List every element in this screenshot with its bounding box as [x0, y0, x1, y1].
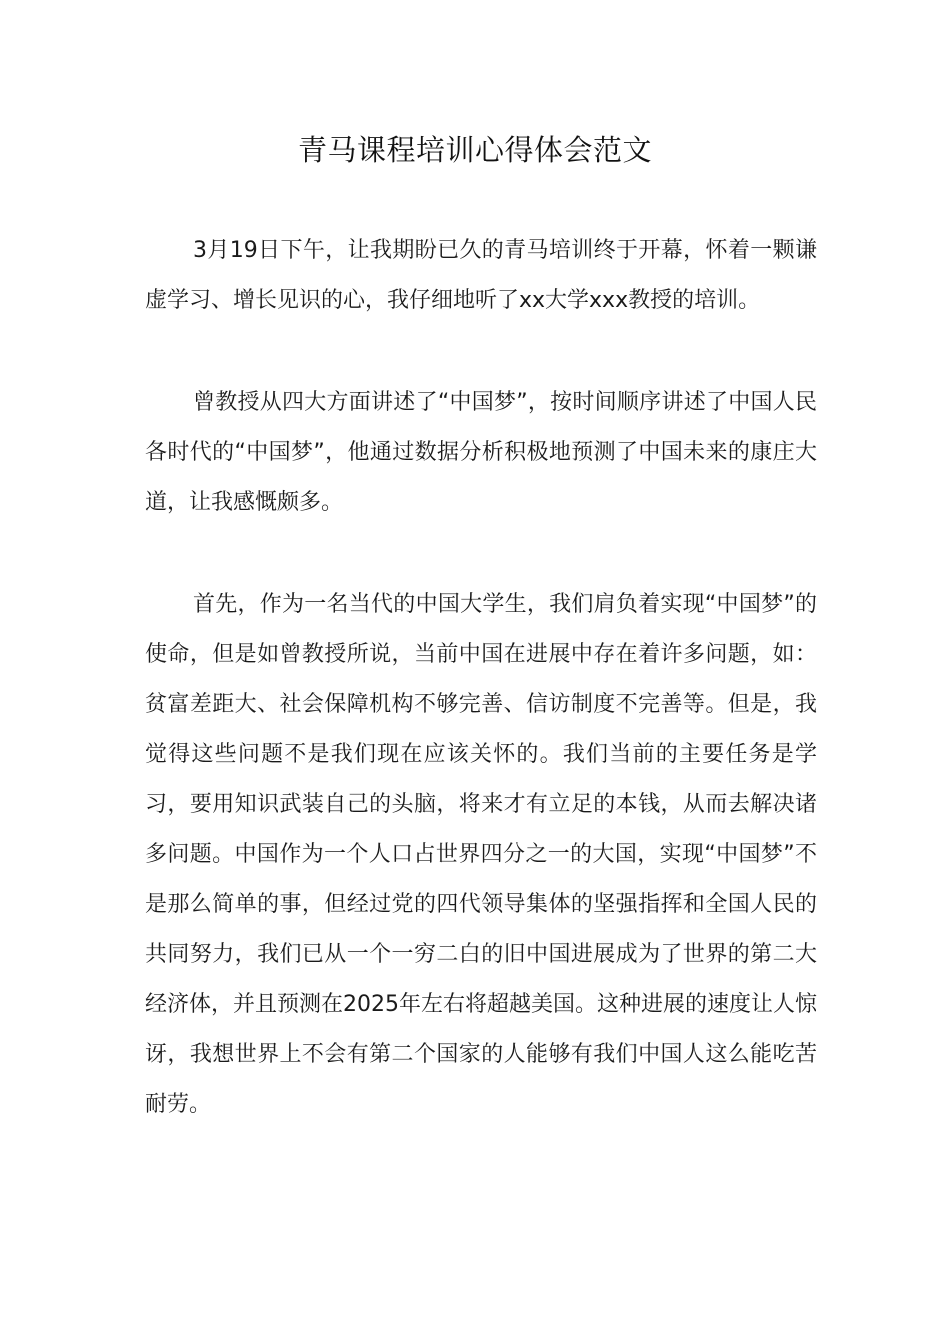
document-title: 青马课程培训心得体会范文	[297, 133, 652, 167]
paragraph-1: 3月19日下午，让我期盼已久的青马培训终于开幕，怀着一颗谦虚学习、增长见识的心，我仔细地听了xx大学xxx教授的培训。	[145, 238, 817, 313]
paragraph-3: 首先，作为一名当代的中国大学生，我们肩负着实现“中国梦”的使命，但是如曾教授所说，当前中国在进展中存在着许多问题，如：贫富差距大、社会保障机构不够完善、信访制度不完善等。但是，我觉得这些问题不是我们现在应该关怀的。我们当前的主要任务是学习，要用知识武装自己的头脑，将来才有立足的本钱，从而去解决诸多问题。中国作为一个人口占世界四分之一的大国，实现“中国梦”不是那么简单的事，但经过党的四代领导集体的坚强指挥和全国人民的共同努力，我们已从一个一穷二白的旧中国进展成为了世界的第二大经济体，并且预测在2025年左右将超越美国。这种进展的速度让人惊讶，我想世界上不会有第二个国家的人能够有我们中国人这么能吃苦耐劳。	[145, 592, 817, 1117]
document-body	[145, 226, 817, 1182]
paragraph-2: 曾教授从四大方面讲述了“中国梦”，按时间顺序讲述了中国人民各时代的“中国梦”，他通过数据分析积极地预测了中国未来的康庄大道，让我感慨颇多。	[145, 390, 817, 515]
